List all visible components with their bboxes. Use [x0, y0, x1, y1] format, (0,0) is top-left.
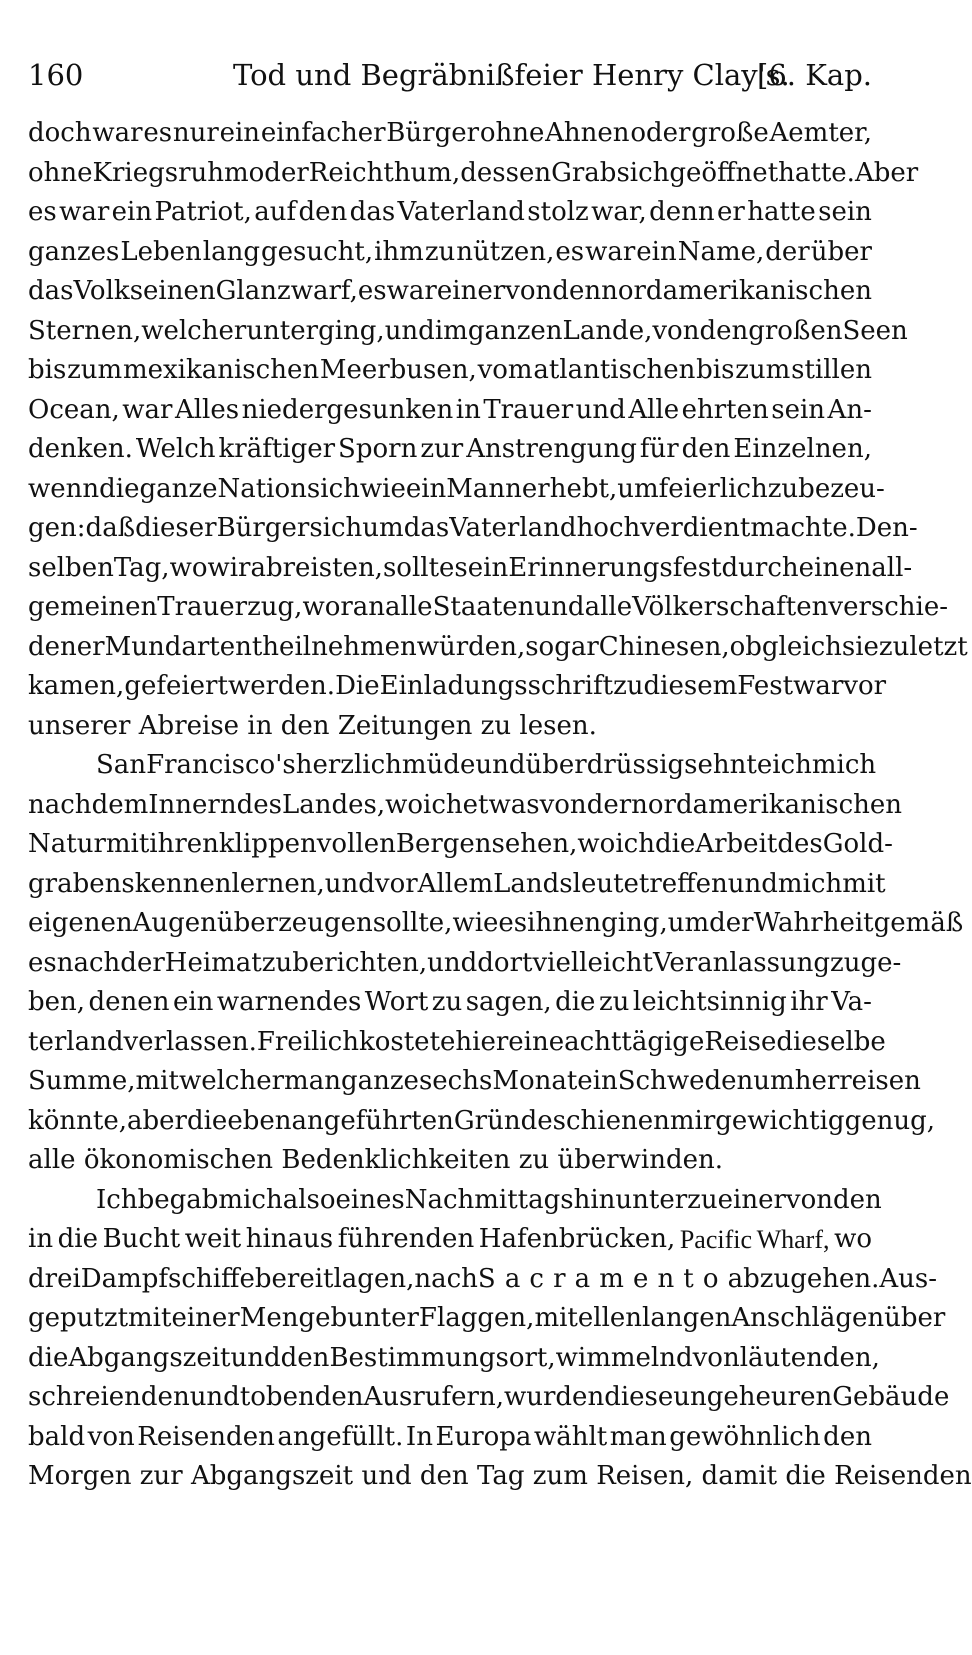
body-text [28, 114, 972, 1497]
text-line: nach dem Innern des Landes, wo ich etwas von der nordamerikanischen [28, 789, 903, 820]
text-line: das Volk seinen Glanz warf, es war einer von den nordamerikanischen [28, 276, 872, 306]
text-line: drei Dampfschiffe bereit lagen, nach Sacramento abzugehen. Aus- [28, 1263, 938, 1294]
text-line: selben Tag, wo wir abreisten, sollte sein Erinnerungsfest durch einen all- [28, 552, 913, 583]
text-line: Morgen zur Abgangszeit und den Tag zum Reisen, damit die Reisenden [28, 1461, 972, 1491]
text-line: kamen, gefeiert werden. Die Einladungsschrift zu diesem Fest war vor [28, 671, 887, 701]
text-line: gen: daß dieser Bürger sich um das Vaterland hochverdient machte. Den- [28, 513, 918, 543]
text-line: gemeinen Trauerzug, woran alle Staaten und alle Völkerschaften verschie- [28, 592, 949, 622]
text-line: grabens kennen lernen, und vor Allem Landsleute treffen und mich mit [28, 868, 886, 899]
text-line: eigenen Augen überzeugen sollte, wie es ihnen ging, um der Wahrheit gemäß [28, 908, 964, 938]
text-line: es nach der Heimat zu berichten, und dort vielleicht Veranlassung zu ge- [28, 947, 902, 978]
text-line: wenn die ganze Nation sich wie ein Mann erhebt, um feierlich zu bezeu- [28, 473, 885, 504]
text-line: es war ein Patriot, auf den das Vaterland stolz war, denn er hatte sein [28, 197, 872, 227]
text-line: San Francisco's herzlich müde und überdrüssig sehnte ich mich [96, 750, 877, 780]
text-line: dener Mundarten theilnehmen würden, sogar Chinesen, obgleich sie zuletzt [28, 631, 968, 662]
text-line: Summe, mit welcher man ganze sechs Monate in Schweden umherreisen [28, 1066, 921, 1096]
text-line: Sternen, welcher unterging, und im ganzen Lande, von den großen Seen [28, 315, 908, 346]
page-header [28, 52, 872, 98]
text-line: denken. Welch kräftiger Sporn zur Anstrengung für den Einzelnen, [28, 434, 872, 464]
text-line: unserer Abreise in den Zeitungen zu lesen. [28, 710, 597, 741]
text-line: alle ökonomischen Bedenklichkeiten zu überwinden. [28, 1145, 724, 1175]
text-line: geputzt mit einer Menge bunter Flaggen, mit ellenlangen Anschlägen über [28, 1303, 946, 1333]
text-line: ganzes Leben lang gesucht, ihm zu nützen, es war ein Name, der über [28, 236, 872, 267]
text-line: doch war es nur ein einfacher Bürger ohne Ahnen oder große Aemter, [28, 118, 872, 148]
text-line: ohne Kriegsruhm oder Reichthum, dessen Grab sich geöffnet hatte. Aber [28, 157, 919, 188]
text-line: in die Bucht weit hinaus führenden Hafenbrücken, Pacific Wharf, wo [28, 1224, 872, 1254]
text-line: ben, denen ein warnendes Wort zu sagen, die zu leichtsinnig ihr Va- [28, 987, 872, 1017]
paragraph [28, 746, 964, 1181]
page-number: 160 [28, 58, 84, 92]
text-line: Natur mit ihren klippenvollen Bergen sehen, wo ich die Arbeit des Gold- [28, 829, 893, 859]
text-line: könnte, aber die ebenangeführten Gründe schienen mir gewichtig genug, [28, 1105, 936, 1136]
paragraph [28, 114, 968, 746]
text-line: schreienden und tobenden Ausrufern, wurden diese ungeheuren Gebäude [28, 1382, 950, 1412]
text-line: Ich begab mich also eines Nachmittags hinunter zu einer von den [96, 1184, 882, 1215]
text-line: terland verlassen. Freilich kostete hier eine achttägige Reise dieselbe [28, 1026, 886, 1057]
text-line: Ocean, war Alles niedergesunken in Trauer und Alle ehrten sein An- [28, 394, 872, 425]
text-line: bald von Reisenden angefüllt. In Europa wählt man gewöhnlich den [28, 1421, 872, 1452]
chapter-reference: [6. Kap. [757, 58, 872, 92]
text-line: die Abgangszeit und den Bestimmungsort, wimmelnd von läutenden, [28, 1342, 880, 1373]
paragraph [28, 1181, 972, 1497]
running-title: Tod und Begräbnißfeier Henry Clay's. [233, 58, 790, 92]
text-line: bis zum mexikanischen Meerbusen, vom atlantischen bis zum stillen [28, 355, 872, 385]
